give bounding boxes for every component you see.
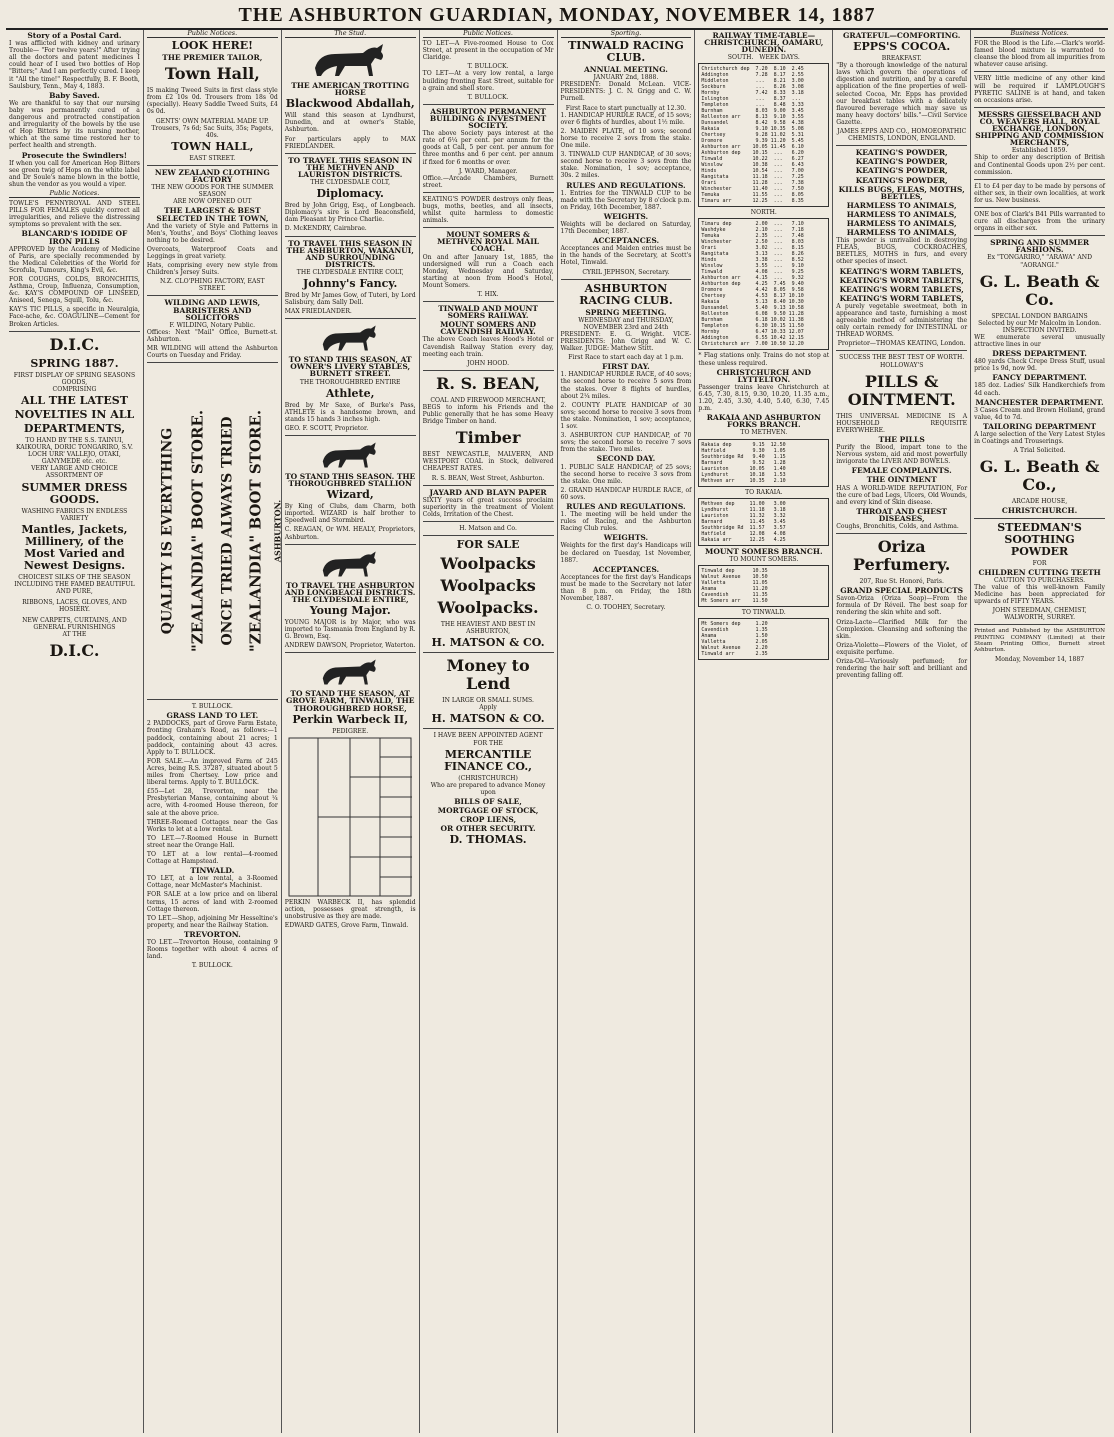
column-4 <box>420 30 558 1433</box>
line: THE CLYDESDALE ENTIRE COLT, <box>296 268 404 276</box>
paragraph: 2. GRAND HANDICAP HURDLE RACE, of 60 sovs. <box>560 486 692 501</box>
paragraph: Oriza-Oil—Variously perfumed; for rendering the hair soft and brilliant and preventing falling off. <box>836 658 968 680</box>
line: J. WARD, Manager. <box>458 167 518 175</box>
timetable-north: Timaru dep 2.00 ... 7.10 Washdyke 2.10 ... 7.18 Temuka 2.35 ... 7.48 Winchester 2.50 ... 8.03 Orari 3.02 ... 8.15 Rangitata 3.13 ... 8.26 Hinds 3.38 ... 8.52 Winslow 3.55 ... 9.10 Tinwald 4.08 ... 9.25 Ashburton arr 4.15 ... 9.32 Ashburton dep 4.25 7.45 9.40 Dromore 4.42 8.05 9.58 Chertsey 4.53 8.17 10.10 Rakaia 5.13 8.40 10.30 Dunsandel 5.40 9.13 10.58 Rolleston 6.08 9.50 11.28 Burnham 6.18 10.02 11.38 Templeton 6.30 10.15 11.50 Hornby 6.47 10.33 12.07 Addington 6.55 10.42 12.15 Christchurch arr 7.00 10.50 12.20 <box>698 218 829 350</box>
headline: WILDING AND LEWIS, BARRISTERS AND SOLICITORS <box>164 298 261 322</box>
line: AT THE <box>62 631 87 639</box>
line: I HAVE BEEN APPOINTED AGENT <box>433 732 543 740</box>
line: H. Matson and Co. <box>459 524 517 532</box>
horse-name: Young Major. <box>309 603 391 617</box>
line: (CHRISTCHURCH) <box>458 774 518 782</box>
paragraph: Bred by Mr Saxe, of Burke's Pass, ATHLETE is a handsome brown, and stands 15 hands 3 inches high. <box>284 401 416 423</box>
line: GENTS' OWN MATERIAL MADE UP. <box>155 117 269 125</box>
headline: KEATING'S POWDER, <box>855 175 948 185</box>
paragraph: MAX FRIEDLANDER. <box>284 308 352 316</box>
headline: MOUNT SOMERS & METHVEN ROYAL MAIL COACH. <box>437 230 540 254</box>
headline: THE AMERICAN TROTTING HORSE <box>291 81 410 98</box>
headline: FEMALE COMPLAINTS. <box>851 466 952 476</box>
paragraph: HAS A WORLD-WIDE REPUTATION, For the cure of bad Legs, Ulcers, Old Wounds, and every kind of Skin disease. <box>836 484 968 506</box>
headline: H. MATSON & CO. <box>431 636 545 650</box>
paragraph: Will stand this season at Lyndhurst, Dunedin, and at owner's Stable, Ashburton. <box>284 112 416 134</box>
line: INSPECTION INVITED. <box>1002 326 1077 334</box>
line: SPECIAL LONDON BARGAINS <box>991 312 1088 320</box>
headline: THE LARGEST & BEST SELECTED IN THE TOWN, <box>156 206 269 223</box>
advert: TO LET—At a very low rental, a large building fronting East Street, suitable for a grain and shell store. <box>422 70 554 92</box>
headline: RULES AND REGULATIONS. <box>566 180 686 190</box>
headline: FANCY DEPARTMENT. <box>992 373 1087 383</box>
column-8 <box>971 30 1108 1433</box>
headline: Prosecute the Swindlers! <box>21 150 128 160</box>
vertical-line: "ZEALANDIA" BOOT STORE. <box>246 410 265 653</box>
line: PEDIGREE. <box>332 727 369 735</box>
headline: HARMLESS TO ANIMALS, <box>846 200 957 210</box>
paragraph: WE enumerate several unusually attractive lines in our <box>974 333 1105 348</box>
headline: G. L. Beath & Co., <box>979 457 1100 495</box>
line: Apply <box>479 704 497 712</box>
headline: ANNUAL MEETING. <box>583 65 668 75</box>
paragraph: 1. Entries for the TINWALD CUP to be made with the Secretary by 8 o'clock p.m. on Friday, 16th December, 1887. <box>560 189 692 211</box>
paragraph: IS making Tweed Suits in first class style from £2 10s 0d. Trousers from 18s 0d (specially). Heavy Saddle Tweed Suits, £4 0s 0d. <box>146 87 278 116</box>
headline: MESSRS GIESSELBACH AND CO. WEAVERS HALL, ROYAL EXCHANGE, LONDON, SHIPPING AND COMMISSION MERCHANTS, <box>975 109 1104 148</box>
advert: TO LET.—Shop, adjoining Mr Hesseltine's property, and near the Railway Station. <box>146 914 278 929</box>
paragraph: 3. ASHBURTON CUP HANDICAP, of 70 sovs; the second horse to receive 7 sovs from the stake. Two miles. <box>560 432 692 454</box>
advert: KAY'S TIC PILLS, a specific in Neuralgia, Face-ache, &c. COAGULINE—Cement for Broken Articles. <box>9 306 140 328</box>
line: IN LARGE OR SMALL SUMS. <box>442 697 534 705</box>
column-1 <box>6 30 144 1433</box>
spring-title: SPRING 1887. <box>30 356 119 370</box>
paragraph: If when you call for American Hop Bitters see green twig of Hops on the white label and Dr Soule's name blown in the bottle, shun the vendor as you would a viper. <box>9 159 140 188</box>
horse-icon <box>315 548 385 580</box>
paragraph: 3. TINWALD CUP HANDICAP, of 30 sovs; second horse to receive 3 sovs from the stake. Nomination, 1 sov; acceptance, 30s. 2 miles. <box>560 151 692 180</box>
headline: MERCANTILE FINANCE CO., <box>444 747 533 773</box>
line: BREAKFAST. <box>881 55 922 63</box>
headline: MORTGAGE OF STOCK, <box>437 806 539 815</box>
paragraph: On and after January 1st, 1885, the undersigned will run a Coach each Monday, Wednesday and Saturday, starting at noon from Hood's Hotel, Mount Somers. <box>422 253 554 289</box>
line: WEDNESDAY and THURSDAY, NOVEMBER 23rd and 24th <box>578 316 674 331</box>
paragraph: PRESIDENT: E. G. Wright. VICE-PRESIDENTS: John Grigg and W. C. Walker. JUDGE: Mathew Stitt. <box>560 330 692 353</box>
line: T. BULLOCK. <box>467 63 509 71</box>
headline: BILLS OF SALE, <box>454 796 522 806</box>
paragraph: 3 Cases Cream and Brown Holland, grand value, 4d to 7d. <box>974 406 1105 421</box>
advert: £55—Let 28, Trevorton, near the Presbyterian Manse, containing about ¼ acre, with 4-roomed House thereon, for sale at the above price. <box>146 788 278 817</box>
paragraph: For particulars apply to MAX FRIEDLANDER. <box>284 135 416 150</box>
headline: Money to Lend <box>446 656 530 694</box>
line: Mantles, Jackets, Millinery, of the Most Varied and Newest Designs. <box>21 522 128 572</box>
line: COAL AND FIREWOOD MERCHANT, <box>430 396 546 404</box>
horse-name: Athlete, <box>325 386 375 400</box>
line: DEPARTMENTS, <box>23 421 126 435</box>
advert: FOR SALE.—An improved Farm of 245 Acres, being R.S. 37287, situated about 5 miles from Chertsey. Low price and liberal terms. Apply to T. BULLOCK. <box>146 757 278 787</box>
headline: FOR SALE <box>456 538 520 552</box>
line: JOHN STEEDMAN, CHEMIST, WALWORTH, SURREY. <box>992 607 1087 622</box>
advert: TO LET, at a low rental, a 3-Roomed Cottage, near McMaster's Machinist. <box>146 875 278 890</box>
column-3 <box>282 30 420 1433</box>
line: TO RAKAIA. <box>745 488 783 496</box>
headline: TO TRAVEL THE ASHBURTON AND LONGBEACH DISTRICTS. THE CLYDESDALE ENTIRE, <box>284 580 416 604</box>
paragraph: BEST NEWCASTLE, MALVERN, AND WESTPORT COAL in Stock, delivered CHEAPEST RATES. <box>422 451 554 473</box>
paragraph: "By a thorough knowledge of the natural laws which govern the operations of digestion and nutrition, and by a careful application of the fine properties of well-selected Cocoa, Mr. Epps has provided our breakfast tables with a delicately flavoured beverage which may save us many heavy doctors' bills."—Civil Service Gazette. <box>836 62 968 126</box>
paragraph: 1. PUBLIC SALE HANDICAP, of 25 sovs; the second horse to receive 3 sovs from the stake. One mile. <box>560 463 692 485</box>
pedigree-chart-icon <box>288 737 412 897</box>
paragraph: A purely vegetable sweetmeat, both in appearance and taste, furnishing a most agreeable method of administering the only certain remedy for INTESTINAL or THREAD WORMS. <box>836 302 968 339</box>
paragraph: Acceptances for the first day's Handicaps must be made to the Secretary not later than 8 p.m. on Friday, the 18th November, 1887. <box>560 573 692 603</box>
headline: Woolpacks. <box>437 598 539 618</box>
dic-title: D.I.C. <box>49 334 100 354</box>
headline: WEIGHTS. <box>603 211 649 221</box>
paragraph: Offices: Next "Mail" Office, Burnett-st. Ashburton. <box>146 328 278 343</box>
line: Selected by our Mr Malcolm in London. <box>978 319 1102 327</box>
paragraph: 480 yards Check Crepe Dress Stuff, usual price 1s 9d, now 9d. <box>974 358 1105 373</box>
column-heading: Public Notices. <box>9 190 140 198</box>
line: C. O. TOOHEY, Secretary. <box>586 604 666 612</box>
paragraph: This powder is unrivalled in destroying FLEAS, BUGS, COCKROACHES, BEETLES, MOTHS in furs, and every other species of insect. <box>836 237 968 266</box>
line: NOVELTIES IN ALL <box>14 407 135 421</box>
advert: APPROVED by the Academy of Medicine of Paris, are specially recommended by the Medical Celebrities of the World for Scrofula, Tumours, King's Evil, &c. <box>9 245 140 274</box>
horse-icon <box>305 40 395 80</box>
headline: FIRST DAY. <box>602 362 650 372</box>
paragraph: SIXTY years of great success proclaim superiority in the treatment of Violent Colds, Irritation of the Chest. <box>422 496 554 518</box>
line: VERY LARGE AND CHOICE ASSORTMENT OF <box>31 465 118 480</box>
headline: SECOND DAY. <box>596 454 656 464</box>
masthead <box>6 4 1108 30</box>
line: FOR THE <box>473 739 503 747</box>
headline: THE OINTMENT <box>866 475 937 485</box>
masthead-date: MONDAY, NOVEMBER 14, 1887 <box>559 4 876 26</box>
advert: 2 PADDOCKS, part of Grove Farm Estate, fronting Graham's Road, as follows:—1 paddock, containing about 21 acres; 1 paddock, containing about 43 acres. Apply to T. BULLOCK. <box>146 720 278 756</box>
paragraph: GEO. F. SCOTT, Proprietor. <box>284 424 369 432</box>
headline: WEIGHTS. <box>603 533 649 543</box>
headline: NEW ZEALAND CLOTHING FACTORY <box>154 167 270 185</box>
paragraph: MR WILDING will attend the Ashburton Courts on Tuesday and Friday. <box>146 345 278 360</box>
horse-name: Diplomacy. <box>316 187 384 201</box>
advert: Ship to order any description of British and Continental Goods upon 2½ per cent. commission. <box>974 154 1105 176</box>
horse-icon <box>315 656 385 688</box>
line: TO MOUNT SOMERS. <box>729 555 799 563</box>
headline: KILLS BUGS, FLEAS, MOTHS, BEETLES, <box>838 184 965 201</box>
headline: STEEDMAN'S SOOTHING POWDER <box>997 520 1082 558</box>
headline: TAILORING DEPARTMENT <box>982 421 1097 431</box>
paragraph: D. McKENDRY, Cairnbrae. <box>284 225 367 233</box>
advert: TO LET at a low rental—4-roomed Cottage at Hampstead. <box>146 850 278 866</box>
column-heading: Business Notices. <box>974 30 1105 38</box>
timetable-mount-somers: Tinwald dep 10.35 Walnut Avenue 10.50 Valletta 11.05 Anama 11.20 Cavendish 11.35 Mt Somers arr 11.50 <box>698 565 829 607</box>
headline: JAYARD AND BLAYN PAPER <box>429 487 547 497</box>
headline: TREVORTON. <box>183 929 241 939</box>
line: Established 1859. <box>1011 147 1068 155</box>
horse-name: Johnny's Fancy. <box>303 276 398 290</box>
timetable-methven: Rakaia dep 9.15 12.50 Hatfield 9.30 1.05 Southbridge Rd 9.40 1.15 Barnard 9.52 1.28 Lauriston 10.05 1.40 Lyndhurst 10.18 1.53 Methven arr 10.35 2.10 <box>698 439 829 487</box>
column-heading: Sporting. <box>561 30 692 38</box>
line: CHOICEST SILKS OF THE SEASON INCLUDING THE FAMED BEAUTIFUL AND PURE, <box>14 573 135 595</box>
headline: HARMLESS TO ANIMALS, <box>846 218 957 228</box>
paragraph: Bred by John Grigg, Esq., of Longbeach. Diplomacy's sire is Lord Beaconsfield, dam Pleasant by Prince Charlie. <box>284 202 416 224</box>
line: A Trial Solicited. <box>1013 447 1066 455</box>
paragraph: And the variety of Style and Patterns in Men's, Youths', and Boys' Clothing leaves nothing to be desired. <box>146 222 278 244</box>
line: ALL THE LATEST <box>20 393 128 407</box>
advert: TO LET.—7-Roomed House in Burnett street near the Orange Hall. <box>146 834 278 849</box>
headline: DRESS DEPARTMENT. <box>992 349 1087 359</box>
line: CYRIL JEPHSON, Secretary. <box>582 268 670 276</box>
paragraph: Overcoats, Waterproof Coats and Leggings in great variety. <box>146 245 278 260</box>
headline: GRATEFUL—COMFORTING. <box>842 31 961 40</box>
line: SUCCESS THE BEST TEST OF WORTH. <box>839 354 965 362</box>
column-heading: Public Notices. <box>423 30 554 38</box>
line: NEW CARPETS, CURTAINS, AND GENERAL FURNISHINGS <box>22 617 127 632</box>
timetable-south: Christchurch dep 7.20 8.10 2.45 Addington 7.28 8.17 2.55 Middleton ... 8.21 3.00 Sockburn ... 8.26 3.08 Hornby 7.42 8.33 3.18 Islington ... 8.37 ... Templeton ... 8.48 3.33 Burnham 8.03 9.00 3.45 Rolleston arr 8.13 9.10 3.55 Dunsandel 8.42 9.58 4.38 Rakaia 9.10 10.35 5.08 Chertsey 9.28 11.02 5.31 Dromore 9.39 11.20 5.45 Ashburton arr 10.05 11.45 6.10 Ashburton dep 10.15 ... 6.20 Tinwald 10.22 ... 6.27 Winslow 10.38 ... 6.43 Hinds 10.54 ... 7.00 Rangitata 11.18 ... 7.25 Orari 11.28 ... 7.38 Winchester 11.40 ... 7.50 Temuka 11.55 ... 8.05 Timaru arr 12.25 ... 8.35 <box>698 63 829 207</box>
advert: FOR the Blood is the Life.—Clark's world-famed blood mixture is warranted to cleanse the blood from all impurities from whatever cause arising. <box>974 40 1105 69</box>
line: T. BULLOCK. <box>191 962 233 970</box>
headline: CROP LIENS, <box>460 815 517 825</box>
line: HOLLOWAY'S <box>879 361 924 369</box>
paragraph: C. REAGAN, Or WM. HEALY, Proprietors, Ashburton. <box>284 526 416 541</box>
headline: RULES AND REGULATIONS. <box>566 501 686 511</box>
line: T. BULLOCK. <box>467 93 509 101</box>
line: TO METHVEN. <box>740 429 788 437</box>
headline: MANCHESTER DEPARTMENT. <box>975 397 1104 407</box>
line: THE NEW GOODS FOR THE SUMMER SEASON <box>151 184 274 199</box>
horse-name: Wizard, <box>326 488 374 502</box>
headline: Oriza Perfumery. <box>853 537 951 575</box>
line: EAST STREET. <box>189 154 236 162</box>
paragraph: The value of this well-known Family Medicine has been appreciated for upwards of FIFTY YEARS. <box>974 583 1105 605</box>
headline: KEATING'S WORM TABLETS, <box>839 275 964 285</box>
horse-icon <box>315 322 385 354</box>
line: Ex "TONGARIRO," "ARAWA" AND "AORANGI." <box>987 254 1092 269</box>
paragraph: Savon-Oriza (Oriza Soap)—From the formula of Dr Réveil. The best soap for rendering the skin white and soft. <box>836 595 968 617</box>
line: 207, Rue St. Honoré, Paris. <box>859 578 944 586</box>
headline: HARMLESS TO ANIMALS, <box>846 228 957 238</box>
headline: GRASS LAND TO LET. <box>166 711 259 721</box>
vertical-line: ONCE TRIED ALWAYS TRIED <box>219 416 236 646</box>
line: THE THOROUGHBRED ENTIRE <box>299 378 401 386</box>
line: FOR <box>1032 559 1047 567</box>
headline: KEATING'S WORM TABLETS, <box>839 293 964 303</box>
paragraph: THIS UNIVERSAL MEDICINE IS A HOUSEHOLD REQUISITE EVERYWHERE. <box>836 412 968 434</box>
advert: ONE box of Clark's B41 Pills warranted to cure all discharges from the urinary organs in either sex. <box>974 210 1105 233</box>
paragraph: 1. The meeting will be held under the rules of Racing, and the Ashburton Racing Club rules. <box>560 511 692 533</box>
headline: TINWALD RACING CLUB. <box>568 39 684 65</box>
headline: KEATING'S POWDER, <box>855 157 948 167</box>
paragraph: Office.—Arcade Chambers, Burnett street. <box>422 174 554 189</box>
line: R. S. BEAN, West Street, Ashburton. <box>431 474 545 482</box>
line: TO TINWALD. <box>741 608 786 616</box>
headline: EPPS'S COCOA. <box>853 40 951 54</box>
vertical-line: "ZEALANDIA" BOOT STORE. <box>188 410 207 653</box>
headline: OR OTHER SECURITY. <box>440 824 536 834</box>
headline: ASHBURTON PERMANENT BUILDING & INVESTMENT SOCIETY. <box>429 106 547 131</box>
paragraph: BEGS to inform his Friends and the Public generally that he has some Heavy Bridge Timber on hand. <box>422 403 554 426</box>
paragraph: Weights will be declared on Saturday, 17th December, 1887. <box>560 220 692 236</box>
paragraph: YOUNG MAJOR is by Major, who was imported to Tasmania from England by R. G. Brown, Esq. <box>284 618 416 641</box>
headline: ACCEPTANCES. <box>592 564 660 574</box>
headline: MOUNT SOMERS AND CAVENDISH RAILWAY. <box>440 320 536 337</box>
horse-name: Blackwood Abdallah, <box>285 97 415 111</box>
paragraph: Hats, comprising every new style from Children's Jersey Suits. <box>146 262 278 277</box>
headline: KEATING'S POWDER, <box>855 148 948 158</box>
imprint: Printed and Published by the ASHBURTON PRINTING COMPANY (Limited) at their Steam Printing Office, Burnett street Ashburton. <box>974 628 1105 654</box>
paragraph: Oriza-Lacte—Clarified Milk for the Complexion. Cleansing and softening the skin. <box>836 618 968 640</box>
line: Proprietor—THOMAS KEATING, London. <box>837 340 966 348</box>
column-6 <box>695 30 833 1433</box>
paragraph: EDWARD GATES, Grove Farm, Tinwald. <box>284 921 409 929</box>
line: T. BULLOCK. <box>191 703 233 711</box>
headline: G. L. Beath & Co. <box>979 271 1100 309</box>
paragraph: Passenger trains leave Christchurch at 6.45, 7.30, 8.15, 9.30, 10.20, 11.35 a.m., 1.20, 2.45, 3.30, 4.40, 5.40, 6.30, 7.45 p.m. <box>698 383 830 413</box>
headline: TO TRAVEL THIS SEASON IN THE ASHBURTON, WAKANUI, AND SURROUNDING DISTRICTS. <box>286 238 414 269</box>
line <box>698 54 829 61</box>
headline: LOOK HERE! <box>171 39 254 53</box>
line: JAMES EPPS AND CO., HOMOEOPATHIC CHEMISTS, LONDON, ENGLAND. <box>837 128 967 143</box>
horse-name: Perkin Warbeck II, <box>292 712 409 726</box>
headline: KEATING'S WORM TABLETS, <box>839 284 964 294</box>
line: COMPRISING <box>52 385 97 393</box>
vertical-line: QUALITY IS EVERYTHING <box>159 427 176 635</box>
paragraph: 1. HANDICAP HURDLE RACE, of 40 sovs; the second horse to receive 5 sovs from the stakes. Over 8 flights of hurdles, about 2¼ miles. <box>560 371 692 400</box>
advert: FOR COUGHS, COLDS, BRONCHITIS, Asthma, Croup, Influenza, Consumption, &c. KAY'S COMPOUND OF LINSEED, Aniseed, Senega, Squill, Tolu, &c. <box>9 276 140 305</box>
headline: HARMLESS TO ANIMALS, <box>846 209 957 219</box>
headline: Town Hall, <box>164 64 260 84</box>
paragraph: Acceptances and Maiden entries must be in the hands of the Secretary, at Scott's Hotel, Tinwald. <box>560 245 692 267</box>
headline: TO TRAVEL THIS SEASON IN THE METHVEN AND LAURISTON DISTRICTS. <box>288 155 413 179</box>
paragraph: Purify the Blood, impart tone to the Nervous system, aid and most powerfully invigorate the LIVER AND BOWELS. <box>836 444 968 466</box>
paragraph: PERKIN WARBECK II, has splendid action, possesses great strength, is unobstrusive as they are made. <box>284 898 416 920</box>
headline: D. THOMAS. <box>449 833 527 847</box>
paragraph: A large selection of the Very Latest Styles in Coatings and Trouserings. <box>974 431 1105 446</box>
line: ARCADE HOUSE, <box>1011 498 1068 506</box>
line: JOHN HOOD. <box>467 359 510 367</box>
vertical-line: ASHBURTON. <box>272 500 283 563</box>
headline: PILLS & OINTMENT. <box>847 371 956 409</box>
headline: Woolpacks <box>440 554 536 574</box>
advert: TOWLE'S PENNYROYAL AND STEEL PILLS FOR FEMALES quickly correct all irregularities, and relieve the distressing symptoms so prevalent with the sex. <box>9 200 140 229</box>
headline: TOWN HALL, <box>171 139 254 153</box>
paragraph: I was afflicted with kidney and urinary Trouble— "For twelve years!" After trying all the doctors and patent medicines I could hear of I used two bottles of Hop "Bitters;" And I am perfectly cured. I keep it "All the time!" Respectfully, B. F. Booth, Saulsbury, Tenn., May 4, 1883. <box>9 40 140 90</box>
headline: RAKAIA AND ASHBURTON FORKS BRANCH. <box>706 413 821 430</box>
headline: THE PREMIER TAILOR, <box>162 53 263 63</box>
headline: TO STAND THIS SEASON, AT OWNER'S LIVERY STABLES, BURNETT STREET. <box>288 355 412 379</box>
headline: THROAT AND CHEST DISEASES, <box>856 506 947 523</box>
advert: THREE-Roomed Cottages near the Gas Works to let at a low rental. <box>146 818 278 833</box>
boot-store-advert <box>147 366 283 696</box>
headline: TINWALD AND MOUNT SOMERS RAILWAY. <box>438 304 538 321</box>
advert: TO LET.—Trevorton House, containing 9 Rooms together with about 4 acres of land. <box>146 939 278 961</box>
line: N.Z. CLO'PHING FACTORY, EAST STREET. <box>159 278 265 293</box>
headline: MOUNT SOMERS BRANCH. <box>705 546 823 556</box>
headline: H. MATSON & CO. <box>431 712 545 726</box>
line: THE HEAVIEST AND BEST IN ASHBURTON, <box>440 621 536 636</box>
headline: THE PILLS <box>878 434 925 444</box>
advert: £1 to £4 per day to be made by persons of either sex, in their own localities, at work for us. New business. <box>974 182 1105 204</box>
paragraph: The above Society pays interest at the rate of 6¼ per cent. per annum for the goods at Call, 5 per cent. per annum for three months and 6 per cent. per annum if fixed for 6 months or over. <box>422 130 554 166</box>
headline: GRAND SPECIAL PRODUCTS <box>840 586 964 596</box>
line: SOUTH. <box>727 54 754 62</box>
headline: TO STAND THIS SEASON. THE THOROUGHBRED STALLION <box>285 472 416 489</box>
headline: KEATING'S POWDER, <box>855 166 948 176</box>
line: Who are prepared to advance Money upon <box>430 781 546 796</box>
paragraph: ANDREW DAWSON, Proprietor, Waterton. <box>284 642 416 650</box>
line: RIBBONS, LACES, GLOVES, AND HOSIERY. <box>22 598 127 614</box>
line: Trousers, 7s 6d; Sac Suits, 35s; Pagets, 40s. <box>151 124 274 139</box>
line: SUMMER DRESS GOODS. <box>21 480 128 506</box>
paragraph: Weights for the first day's Handicaps will be declared on Tuesday, 1st November, 1887. <box>560 542 692 564</box>
headline: Woolpacks <box>440 576 536 596</box>
headline: CHRISTCHURCH AND LYTTELTON. <box>716 367 812 384</box>
headline: Timber <box>455 428 521 448</box>
paragraph: PRESIDENT: Donald McLean. VICE-PRESIDENTS: J. C. N. Grigg and C. W. Purnell. <box>560 81 692 103</box>
headline: ASHBURTON RACING CLUB. <box>579 281 673 307</box>
headline: KEATING'S WORM TABLETS, <box>839 266 964 276</box>
headline: RAILWAY TIME-TABLE—CHRISTCHURCH, OAMARU, DUNEDIN. <box>704 31 824 55</box>
paragraph: 2. COUNTY PLATE HANDICAP of 30 sovs; second horse to receive 3 sovs from the stake. Nomination, 1 sov; acceptance, 1 sov. <box>560 401 692 431</box>
advert: VERY little medicine of any other kind will be required if LAMPLOUGH'S PYRETIC SALINE is at hand, and taken on occasions arise. <box>974 75 1105 104</box>
line: JANUARY 2nd, 1888. <box>593 74 659 82</box>
column-heading: The Stud. <box>285 30 416 38</box>
headline: CHILDREN CUTTING TEETH <box>978 567 1101 577</box>
paragraph: 185 doz. Ladies' Silk Handkerchiefs from 4d each. <box>974 382 1105 397</box>
paragraph: Oriza-Violette—Flowers of the Violet, of exquisite perfume. <box>836 641 968 656</box>
line: T. HIX. <box>477 291 499 298</box>
column-5 <box>558 30 696 1433</box>
line: ARE NOW OPENED OUT <box>173 198 252 206</box>
line: TO HAND BY THE S.S. TAINUI, KAIKOURA, DORIC TONGARIRO, S.V. LOCH URR' VALLEJO, OTAKI, GANYMEDE etc. etc. <box>15 436 133 466</box>
headline: BLANCARD'S IODIDE OF IRON PILLS <box>21 229 128 246</box>
advert: TO LET—A Five-roomed House to Cox Street, at present in the occupation of Mr Claridge. <box>422 40 554 62</box>
paragraph: Bred by Mr James Gow, of Tuteri, by Lord Salisbury, dam Sally Dell. <box>284 291 416 307</box>
headline: CHRISTCHURCH. <box>1001 506 1078 516</box>
timetable-rakaia: Methven dep 11.00 3.00 Lyndhurst 11.18 3.18 Lauriston 11.32 3.32 Barnard 11.45 3.45 Southbridge Rd 11.57 3.57 Hatfield 12.08 4.08 Rakaia arr 12.25 4.25 <box>698 498 829 546</box>
paragraph: 2. MAIDEN PLATE, of 10 sovs; second horse to receive 2 sovs from the stake. One mile. <box>560 127 692 150</box>
line: THE CLYDESDALE COLT, <box>310 179 391 187</box>
headline: TINWALD. <box>190 866 235 876</box>
imprint-date: Monday, November 14, 1887 <box>994 655 1085 663</box>
timetable-tinwald: Mt Somers dep 1.20 Cavendish 1.35 Anama 1.50 Valletta 2.05 Walnut Avenue 2.20 Tinwald arr 2.35 <box>698 618 829 660</box>
line: WASHING FABRICS IN ENDLESS VARIETY <box>21 507 128 522</box>
headline: R. S. BEAN, <box>436 373 540 393</box>
headline: SPRING MEETING. <box>585 307 667 317</box>
line: NORTH. <box>750 209 777 217</box>
paragraph: We are thankful to say that our nursing baby was permanently cured of a dangerous and protracted constipation and irregularity of the bowels by the use of Hop Bitters by its nursing mother, which at the same time restored her to perfect health and strength. <box>9 99 140 150</box>
paragraph: 1. HANDICAP HURDLE RACE, of 15 sovs; over 6 flights of hurdles, about 1½ mile. <box>560 111 692 126</box>
dic-footer: D.I.C. <box>49 641 100 661</box>
headline: TO STAND THE SEASON, AT GROVE FARM, TINWALD, THE THOROUGHBRED HORSE, <box>285 689 415 713</box>
masthead-title: THE ASHBURTON GUARDIAN, <box>238 4 554 26</box>
line: CAUTION TO PURCHASERS. <box>993 576 1086 584</box>
line: FIRST DISPLAY OF SPRING SEASONS GOODS, <box>13 371 136 386</box>
headline: Baby Saved. <box>49 90 100 100</box>
column-heading: Public Notices. <box>147 30 278 38</box>
paragraph: * Flag stations only. Trains do not stop at these unless required. <box>698 352 830 367</box>
line: First Race to start punctually at 12.30. <box>565 104 687 112</box>
paragraph: The above Coach leaves Hood's Hotel or Cavendish Railway Station every day, meeting each train. <box>422 336 554 358</box>
paragraph: Coughs, Bronchitis, Colds, and Asthma. <box>836 522 959 530</box>
headline: ACCEPTANCES. <box>592 236 660 246</box>
column-7 <box>833 30 971 1433</box>
line: F. WILDING, Notary Public. <box>169 321 256 329</box>
column-2 <box>144 30 282 1433</box>
horse-icon <box>315 439 385 471</box>
line: First Race to start each day at 1 p.m. <box>568 354 684 362</box>
advert: FOR SALE at a low price and on liberal terms, 15 acres of land with 2-roomed Cottage thereon. <box>146 891 278 913</box>
line: WEEK DAYS. <box>759 54 800 62</box>
advert: KEATING'S POWDER destroys only fleas, bugs, moths, beetles, and all insects, whilst quite harmless to domestic animals. <box>422 195 554 225</box>
headline: SPRING AND SUMMER FASHIONS. <box>990 238 1090 255</box>
paragraph: By King of Clubs, dam Charm, both imported. WIZARD is half brother to Speedwell and Stormbird. <box>284 503 416 525</box>
headline: Story of a Postal Card. <box>27 31 122 40</box>
